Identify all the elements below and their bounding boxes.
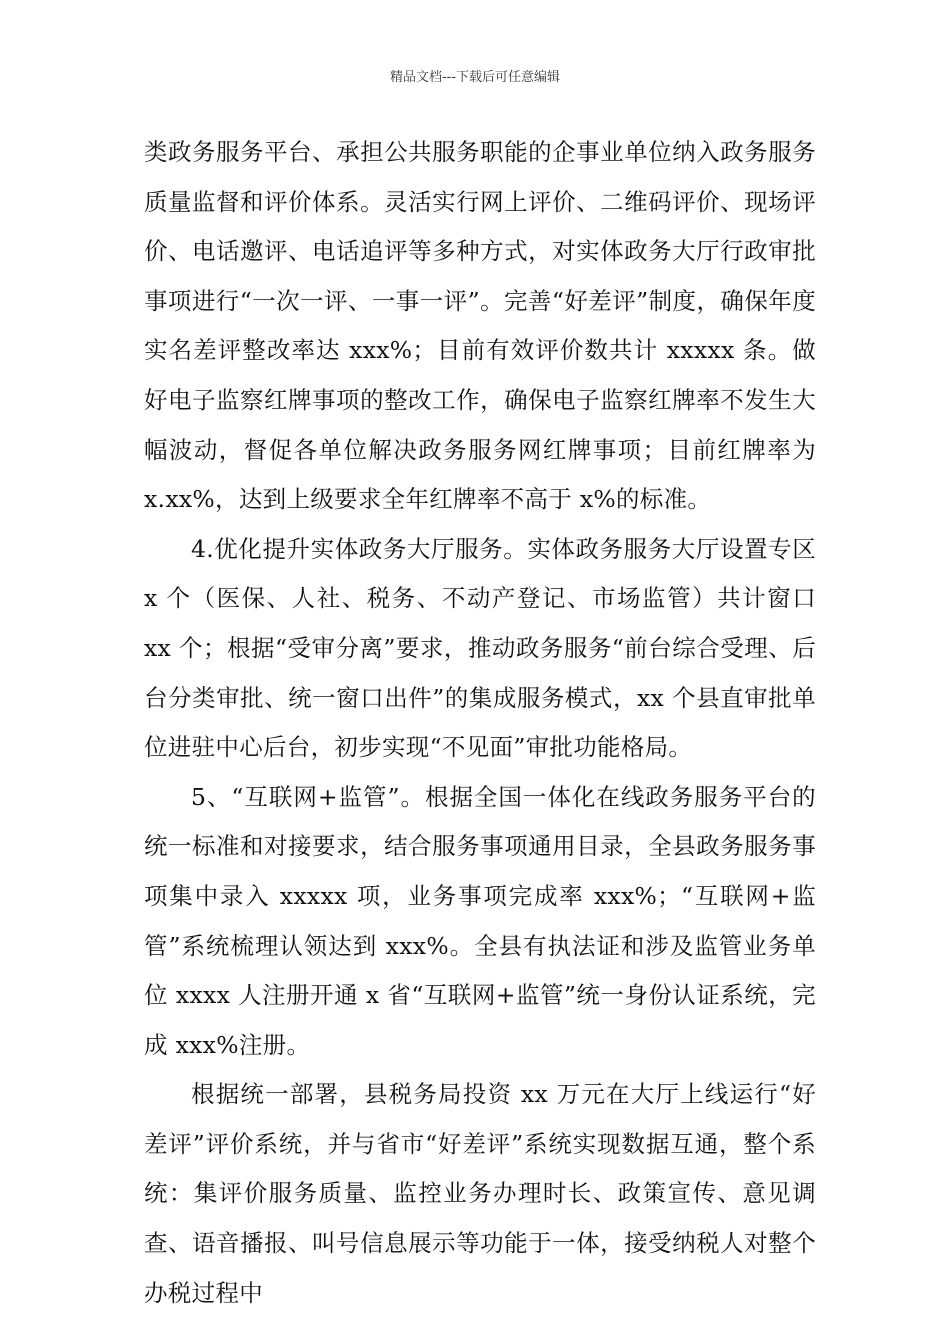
- paragraph-evaluation-system: 类政务服务平台、承担公共服务职能的企事业单位纳入政务服务质量监督和评价体系。灵活实行网上评价、二维码评价、现场评价、电话邀评、电话追评等多种方式，对实体政务大厅行政审批事项进行“一次一评、一事一评”。完善“好差评”制度，确保年度实名差评整改率达 xxx%；目前有效评价数共计 xxxxx 条。做好电子监察红牌事项的整改工作，确保电子监察红牌率不发生大幅波动，督促各单位解决政务服务网红牌事项；目前红牌率为 x.xx%，达到上级要求全年红牌率不高于 x%的标准。: [144, 138, 816, 514]
- page-header: 精品文档---下载后可任意编辑: [389, 70, 561, 85]
- paragraph-internet-supervision: 5、“互联网+监管”。根据全国一体化在线政务服务平台的统一标准和对接要求，结合服务事项通用目录，全县政务服务事项集中录入 xxxxx 项，业务事项完成率 xxx%；“互联网+监管”系统梳理认领达到 xxx%。全县有执法证和涉及监管业务单位 xxxx 人注册开通 x 省“互联网+监管”统一身份认证系统，完成 xxx%注册。: [144, 782, 816, 1059]
- paragraph-hall-service: 4.优化提升实体政务大厅服务。实体政务服务大厅设置专区 x 个（医保、人社、税务、不动产登记、市场监管）共计窗口 xx 个；根据“受审分离”要求，推动政务服务“前台综合受理、后台分类审批、统一窗口出件”的集成服务模式，xx 个县直审批单位进驻中心后台，初步实现“不见面”审批功能格局。: [144, 534, 816, 762]
- document-body: [144, 128, 816, 1318]
- paragraph-tax-bureau: 根据统一部署，县税务局投资 xx 万元在大厅上线运行“好差评”评价系统，并与省市“好差评”系统实现数据互通，整个系统：集评价服务质量、监控业务办理时长、政策宣传、意见调查、语音播报、叫号信息展示等功能于一体，接受纳税人对整个办税过程中: [144, 1080, 816, 1307]
